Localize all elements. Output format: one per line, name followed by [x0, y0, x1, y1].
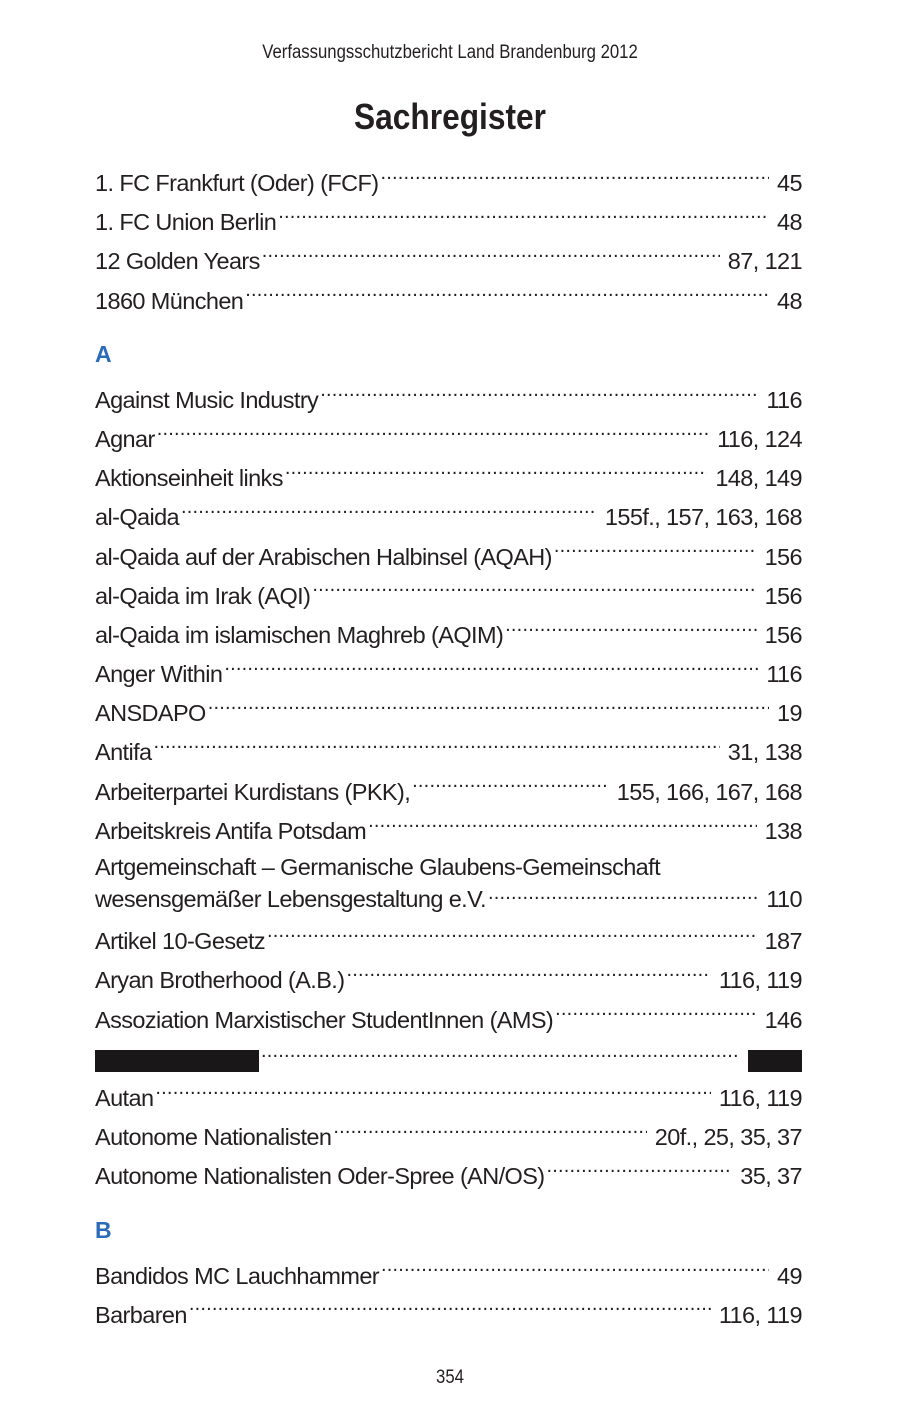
index-term-continued: wesensgemäßer Lebensgestaltung e.V. [95, 886, 486, 912]
index-term: Barbaren [95, 1301, 187, 1328]
leader-dots [412, 780, 609, 800]
index-entry [95, 961, 802, 1000]
index-pages: 156 [764, 621, 802, 648]
index-entry [95, 538, 802, 577]
index-pages: 155, 166, 167, 168 [616, 778, 802, 805]
index-entry [95, 1118, 802, 1157]
index-term: 1860 München [95, 287, 244, 314]
index-pages: 116, 119 [718, 967, 802, 994]
leader-dots [208, 701, 769, 721]
index-pages: 31, 138 [727, 739, 802, 766]
index-entry [95, 1157, 802, 1196]
index-entry [95, 577, 802, 616]
index-entry [95, 1001, 802, 1040]
subject-index [95, 164, 802, 1335]
index-term: 12 Golden Years [95, 248, 260, 275]
index-entry-redacted [95, 1040, 802, 1079]
index-term: al-Qaida im islamischen Maghreb (AQIM) [95, 621, 504, 648]
index-term: Autonome Nationalisten [95, 1124, 332, 1151]
index-term: 1. FC Union Berlin [95, 209, 277, 236]
index-term: Antifa [95, 739, 152, 766]
index-term: Artikel 10-Gesetz [95, 928, 266, 955]
index-pages: 19 [777, 700, 802, 727]
index-term: Arbeitskreis Antifa Potsdam [95, 817, 367, 844]
index-entry-line2 [95, 883, 802, 922]
index-pages: 146 [764, 1006, 802, 1033]
index-pages: 155f., 157, 163, 168 [604, 504, 802, 531]
index-term: al-Qaida [95, 504, 180, 531]
index-entry [95, 655, 802, 694]
leader-dots [381, 171, 770, 191]
leader-dots [285, 466, 707, 486]
index-entry [95, 459, 802, 498]
index-term: 1. FC Frankfurt (Oder) (FCF) [95, 170, 379, 196]
index-entry [95, 282, 802, 321]
index-term: Against Music Industry [95, 386, 319, 413]
leader-dots [262, 249, 720, 269]
index-entry [95, 1257, 802, 1296]
index-term: Assoziation Marxistischer StudentInnen (AMS) [95, 1006, 554, 1033]
index-term: al-Qaida im Irak (AQI) [95, 582, 311, 609]
index-term: Artgemeinschaft – Germanische Glaubens-Gemeinschaft [95, 854, 661, 880]
index-pages: 87, 121 [727, 248, 802, 275]
leader-dots [312, 584, 756, 604]
index-pages: 116, 124 [717, 425, 802, 452]
index-entry [95, 164, 802, 203]
index-entry [95, 694, 802, 733]
index-term: Anger Within [95, 661, 223, 688]
index-entry [95, 773, 802, 812]
leader-dots [488, 887, 758, 907]
index-entry [95, 616, 802, 655]
leader-dots [554, 545, 757, 565]
index-entry [95, 922, 802, 961]
index-entry [95, 242, 802, 281]
section-letter: A [95, 340, 112, 367]
index-pages: 156 [764, 582, 802, 609]
leader-dots [189, 1303, 711, 1323]
page-number: 354 [436, 1367, 464, 1388]
index-term: al-Qaida auf der Arabischen Halbinsel (AQAH) [95, 543, 552, 570]
leader-dots [320, 388, 758, 408]
index-entry [95, 498, 802, 537]
index-pages: 45 [777, 170, 802, 196]
index-term: Autan [95, 1084, 154, 1111]
leader-dots [181, 505, 597, 525]
index-entry [95, 420, 802, 459]
index-pages: 138 [764, 817, 802, 844]
redacted-pages [742, 1040, 802, 1079]
leader-dots [245, 289, 769, 309]
index-term: Aryan Brotherhood (A.B.) [95, 967, 345, 994]
index-term: Bandidos MC Lauchhammer [95, 1262, 380, 1289]
index-entry [95, 733, 802, 772]
index-pages: 48 [777, 287, 802, 314]
index-entry [95, 203, 802, 242]
page-title: Sachregister [354, 96, 546, 137]
leader-dots [333, 1125, 646, 1145]
index-pages: 116, 119 [718, 1301, 802, 1328]
index-term: Autonome Nationalisten Oder-Spree (AN/OS) [95, 1163, 545, 1190]
leader-dots [155, 1086, 710, 1106]
index-pages: 110 [766, 886, 802, 912]
index-pages: 20f., 25, 35, 37 [654, 1124, 802, 1151]
index-pages: 148, 149 [715, 465, 802, 492]
index-pages: 48 [777, 209, 802, 236]
leader-dots [261, 1049, 740, 1069]
leader-dots [224, 662, 758, 682]
index-term: Agnar [95, 425, 155, 452]
index-term: ANSDAPO [95, 700, 206, 727]
section-gap [95, 1197, 802, 1208]
leader-dots [346, 968, 710, 988]
index-entry [95, 1296, 802, 1335]
index-pages: 116, 119 [718, 1084, 802, 1111]
index-pages: 187 [764, 928, 802, 955]
leader-dots [154, 740, 720, 760]
index-entry [95, 812, 802, 851]
leader-dots [267, 929, 757, 949]
section-gap [95, 321, 802, 332]
section-letter: B [95, 1216, 112, 1243]
leader-dots [381, 1264, 769, 1284]
index-pages: 49 [777, 1262, 802, 1289]
running-header: Verfassungsschutzbericht Land Brandenburg 2012 [262, 42, 638, 63]
index-term: Arbeiterpartei Kurdistans (PKK), [95, 778, 411, 805]
redacted-term [95, 1040, 259, 1079]
index-pages: 156 [764, 543, 802, 570]
leader-dots [278, 210, 769, 230]
index-pages: 116 [766, 661, 802, 688]
leader-dots [505, 623, 756, 643]
index-term: Aktionseinheit links [95, 465, 283, 492]
index-entry [95, 1079, 802, 1118]
leader-dots [555, 1008, 756, 1028]
index-entry [95, 851, 802, 922]
leader-dots [547, 1164, 733, 1184]
leader-dots [368, 819, 756, 839]
index-pages: 116 [766, 386, 802, 413]
index-entry [95, 381, 802, 420]
index-pages: 35, 37 [740, 1163, 802, 1190]
leader-dots [157, 427, 709, 447]
